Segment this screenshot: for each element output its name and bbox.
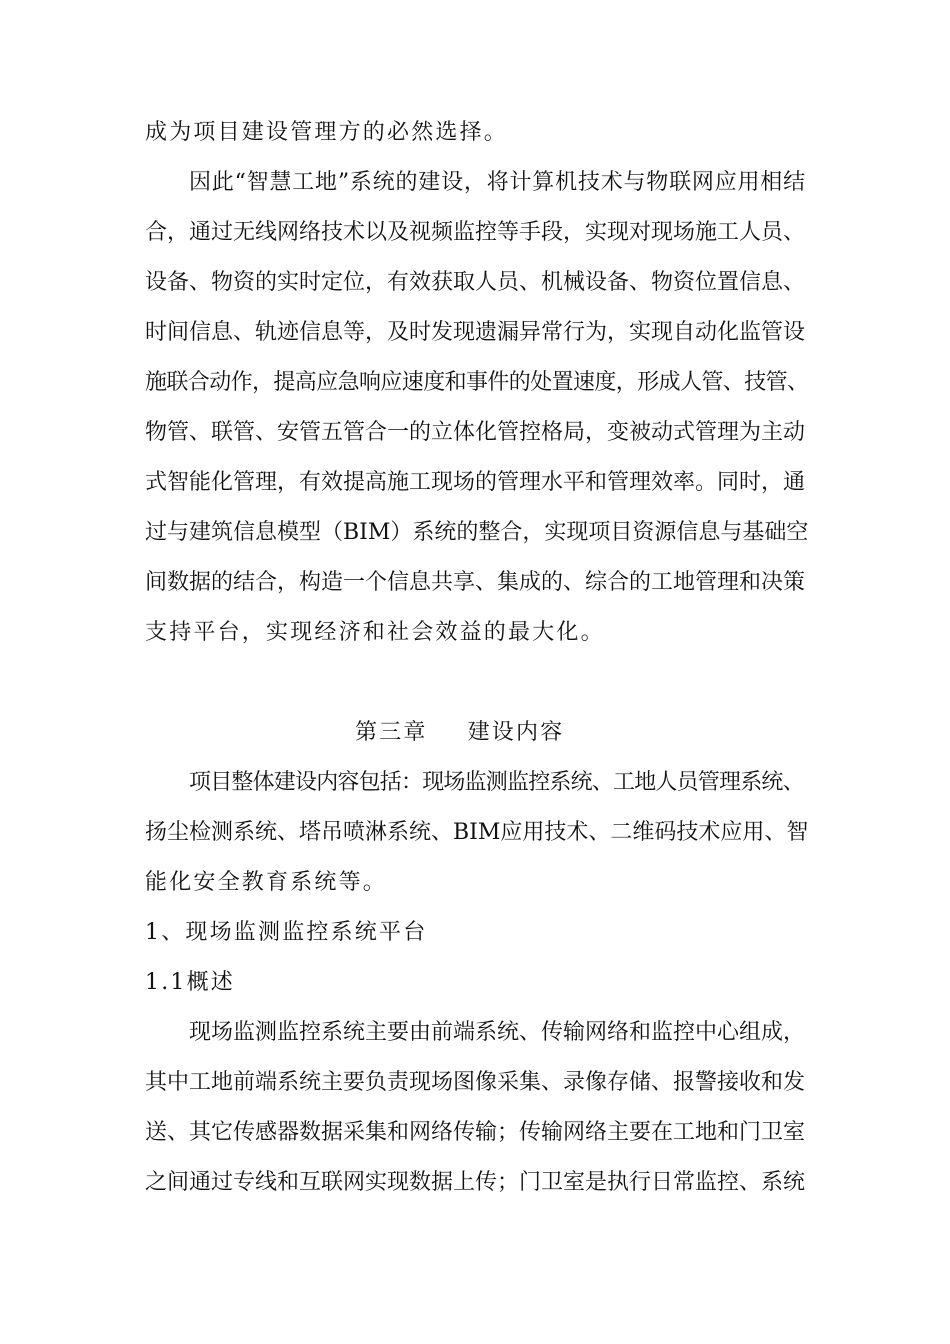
text-line: 合，通过无线网络技术以及视频监控等手段，实现对现场施工人员、 <box>145 220 806 245</box>
text-line: 之间通过专线和互联网实现数据上传；门卫室是执行日常监控、系统 <box>145 1170 806 1195</box>
section-heading: 1、现场监测监控系统平台 <box>145 920 428 945</box>
chapter-number: 第三章 <box>355 720 428 745</box>
chapter-heading <box>355 718 564 748</box>
text-line: 扬尘检测系统、塔吊喷淋系统、BIM应用技术、二维码技术应用、智 <box>145 820 809 845</box>
text-line: 送、其它传感器数据采集和网络传输；传输网络主要在工地和门卫室 <box>145 1120 806 1145</box>
text-line: 式智能化管理，有效提高施工现场的管理水平和管理效率。同时，通 <box>145 470 806 495</box>
text-line: 成为项目建设管理方的必然选择。 <box>145 120 509 145</box>
text-line: 施联合动作，提高应急响应速度和事件的处置速度，形成人管、技管、 <box>145 370 809 395</box>
text-line: 物管、联管、安管五管合一的立体化管控格局，变被动式管理为主动 <box>145 420 806 445</box>
chapter-title: 建设内容 <box>467 720 565 745</box>
text-line: 支持平台，实现经济和社会效益的最大化。 <box>145 620 605 645</box>
text-line: 过与建筑信息模型（BIM）系统的整合，实现项目资源信息与基础空 <box>145 520 809 545</box>
text-line: 项目整体建设内容包括：现场监测监控系统、工地人员管理系统、 <box>189 770 804 795</box>
text-line: 其中工地前端系统主要负责现场图像采集、录像存储、报警接收和发 <box>145 1070 806 1095</box>
text-line: 设备、物资的实时定位，有效获取人员、机械设备、物资位置信息、 <box>145 270 806 295</box>
text-line: 因此“智慧工地”系统的建设，将计算机技术与物联网应用相结 <box>189 170 806 195</box>
text-line: 时间信息、轨迹信息等，及时发现遗漏异常行为，实现自动化监管设 <box>145 320 806 345</box>
subsection-heading: 1.1概述 <box>145 970 235 995</box>
text-line: 现场监测监控系统主要由前端系统、传输网络和监控中心组成， <box>189 1020 806 1045</box>
text-line: 能化安全教育系统等。 <box>145 870 388 895</box>
text-line: 间数据的结合，构造一个信息共享、集成的、综合的工地管理和决策 <box>145 570 806 595</box>
